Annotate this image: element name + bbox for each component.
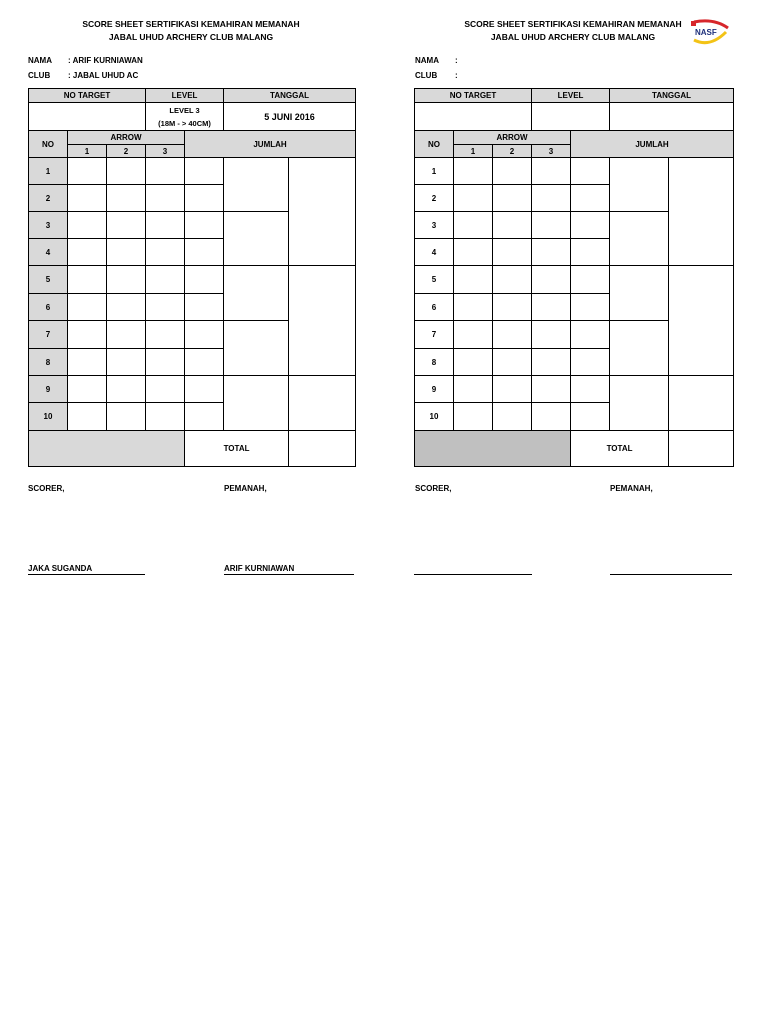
right-arrow-cell[interactable] [493, 376, 532, 403]
left-nama-label: NAMA [28, 56, 52, 65]
right-row-no: 4 [415, 239, 454, 266]
right-row-sum[interactable] [571, 349, 610, 376]
right-no-target-value[interactable] [415, 103, 532, 131]
left-scorer-signature[interactable]: JAKA SUGANDA [28, 563, 145, 575]
right-arrow-cell[interactable] [532, 158, 571, 185]
right-arrow-cell[interactable] [454, 376, 493, 403]
right-arrow-cell[interactable] [454, 294, 493, 321]
right-row-sum[interactable] [571, 321, 610, 349]
left-arrow-cell[interactable] [146, 321, 185, 349]
right-arrow-cell[interactable] [454, 403, 493, 431]
left-row-sum[interactable] [185, 294, 224, 321]
nasf-logo [690, 18, 730, 46]
left-hdr-arrow-2: 2 [107, 145, 146, 158]
right-group-sum[interactable] [669, 266, 734, 376]
left-arrow-cell[interactable] [146, 158, 185, 185]
left-row-sum[interactable] [185, 266, 224, 294]
right-row-no: 9 [415, 376, 454, 403]
left-pair-sum[interactable] [224, 212, 289, 266]
left-hdr-arrow-3: 3 [146, 145, 185, 158]
right-arrow-cell[interactable] [532, 376, 571, 403]
left-arrow-cell[interactable] [68, 349, 107, 376]
left-row-sum[interactable] [185, 321, 224, 349]
left-arrow-cell[interactable] [107, 266, 146, 294]
right-hdr-tanggal: TANGGAL [610, 89, 734, 103]
left-club-label: CLUB [28, 71, 51, 80]
right-hdr-arrow-2: 2 [493, 145, 532, 158]
left-title [28, 18, 354, 44]
left-level-line1: LEVEL 3 [169, 105, 200, 115]
left-arrow-cell[interactable] [107, 239, 146, 266]
right-arrow-cell[interactable] [454, 266, 493, 294]
left-arrow-cell[interactable] [68, 266, 107, 294]
left-row-no: 8 [29, 349, 68, 376]
right-title [414, 18, 732, 44]
left-group-sum[interactable] [289, 158, 356, 266]
right-row-no: 6 [415, 294, 454, 321]
right-row-no: 7 [415, 321, 454, 349]
right-club-value: : [455, 71, 458, 80]
right-club-label: CLUB [415, 71, 438, 80]
left-pair-sum[interactable] [224, 266, 289, 321]
left-row-sum[interactable] [185, 185, 224, 212]
right-arrow-cell[interactable] [532, 266, 571, 294]
left-hdr-no: NO [29, 131, 68, 158]
left-tanggal-value[interactable]: 5 JUNI 2016 [224, 103, 356, 131]
left-arrow-cell[interactable] [68, 376, 107, 403]
left-title-line2: JABAL UHUD ARCHERY CLUB MALANG [108, 32, 274, 42]
right-arrow-cell[interactable] [493, 403, 532, 431]
right-row-sum[interactable] [571, 266, 610, 294]
left-row-no: 1 [29, 158, 68, 185]
right-club [415, 71, 458, 80]
left-nama-value: : ARIF KURNIAWAN [68, 56, 143, 65]
left-row-sum[interactable] [185, 239, 224, 266]
right-hdr-level: LEVEL [532, 89, 610, 103]
left-group-sum[interactable] [289, 376, 356, 431]
left-row-sum[interactable] [185, 158, 224, 185]
right-hdr-no: NO [415, 131, 454, 158]
right-score-table [414, 88, 734, 467]
left-arrow-cell[interactable] [107, 294, 146, 321]
left-hdr-jumlah: JUMLAH [185, 131, 356, 158]
left-arrow-cell[interactable] [107, 376, 146, 403]
right-group-sum[interactable] [669, 158, 734, 266]
right-row-sum[interactable] [571, 185, 610, 212]
right-arrow-cell[interactable] [454, 185, 493, 212]
right-row-sum[interactable] [571, 403, 610, 431]
left-level-value[interactable] [146, 103, 224, 131]
left-level-line2: (18M - > 40CM) [158, 118, 211, 128]
right-row-no: 2 [415, 185, 454, 212]
left-pemanah-signature[interactable]: ARIF KURNIAWAN [224, 563, 354, 575]
right-row-sum[interactable] [571, 294, 610, 321]
right-hdr-arrow-1: 1 [454, 145, 493, 158]
left-arrow-cell[interactable] [146, 212, 185, 239]
left-row-sum[interactable] [185, 349, 224, 376]
right-scorer-label: SCORER, [415, 484, 452, 493]
left-arrow-cell[interactable] [107, 321, 146, 349]
left-scorer-label: SCORER, [28, 484, 65, 493]
right-pemanah-label: PEMANAH, [610, 484, 653, 493]
right-hdr-arrow: ARROW [454, 131, 571, 145]
right-arrow-cell[interactable] [532, 185, 571, 212]
right-total-blank [415, 431, 571, 467]
right-nama-label: NAMA [415, 56, 439, 65]
left-row-no: 2 [29, 185, 68, 212]
left-hdr-no-target: NO TARGET [29, 89, 146, 103]
right-arrow-cell[interactable] [532, 349, 571, 376]
left-arrow-cell[interactable] [146, 239, 185, 266]
right-pair-sum[interactable] [610, 321, 669, 376]
left-row-no: 6 [29, 294, 68, 321]
right-pair-sum[interactable] [610, 212, 669, 266]
left-arrow-cell[interactable] [146, 185, 185, 212]
left-row-sum[interactable] [185, 376, 224, 403]
left-arrow-cell[interactable] [146, 376, 185, 403]
right-arrow-cell[interactable] [454, 349, 493, 376]
right-row-sum[interactable] [571, 376, 610, 403]
right-arrow-cell[interactable] [454, 158, 493, 185]
right-pair-sum[interactable] [610, 376, 669, 431]
left-hdr-arrow-1: 1 [68, 145, 107, 158]
left-arrow-cell[interactable] [107, 212, 146, 239]
left-total-label: TOTAL [185, 431, 289, 467]
right-arrow-cell[interactable] [493, 239, 532, 266]
right-arrow-cell[interactable] [493, 158, 532, 185]
right-tanggal-value[interactable] [610, 103, 734, 131]
left-no-target-value[interactable] [29, 103, 146, 131]
right-title-line2: JABAL UHUD ARCHERY CLUB MALANG [490, 32, 656, 42]
right-scorer-signature[interactable] [414, 563, 532, 575]
right-hdr-jumlah: JUMLAH [571, 131, 734, 158]
right-arrow-cell[interactable] [532, 239, 571, 266]
left-arrow-cell[interactable] [107, 349, 146, 376]
left-arrow-cell[interactable] [68, 239, 107, 266]
right-row-sum[interactable] [571, 212, 610, 239]
right-level-value[interactable] [532, 103, 610, 131]
left-total-blank [29, 431, 185, 467]
right-arrow-cell[interactable] [532, 403, 571, 431]
left-row-no: 3 [29, 212, 68, 239]
right-row-no: 3 [415, 212, 454, 239]
right-row-sum[interactable] [571, 158, 610, 185]
left-row-no: 7 [29, 321, 68, 349]
left-pair-sum[interactable] [224, 376, 289, 431]
right-row-no: 8 [415, 349, 454, 376]
left-pair-sum[interactable] [224, 158, 289, 212]
right-nama-value: : [455, 56, 458, 65]
left-arrow-cell[interactable] [68, 158, 107, 185]
left-arrow-cell[interactable] [68, 185, 107, 212]
left-group-sum[interactable] [289, 266, 356, 376]
right-arrow-cell[interactable] [493, 266, 532, 294]
left-nama [28, 56, 143, 65]
right-pemanah-signature[interactable] [610, 563, 732, 575]
right-arrow-cell[interactable] [493, 294, 532, 321]
right-arrow-cell[interactable] [454, 239, 493, 266]
left-arrow-cell[interactable] [68, 403, 107, 431]
right-nama [415, 56, 458, 65]
right-group-sum[interactable] [669, 376, 734, 431]
left-score-table [28, 88, 356, 467]
right-row-no: 1 [415, 158, 454, 185]
right-arrow-cell[interactable] [454, 212, 493, 239]
left-row-sum[interactable] [185, 403, 224, 431]
left-hdr-level: LEVEL [146, 89, 224, 103]
left-arrow-cell[interactable] [68, 212, 107, 239]
right-hdr-no-target: NO TARGET [415, 89, 532, 103]
nasf-logo-text: NASF [695, 28, 717, 37]
left-row-no: 4 [29, 239, 68, 266]
right-arrow-cell[interactable] [493, 212, 532, 239]
left-arrow-cell[interactable] [68, 321, 107, 349]
right-arrow-cell[interactable] [493, 321, 532, 349]
left-total-value[interactable] [289, 431, 356, 467]
right-hdr-arrow-3: 3 [532, 145, 571, 158]
left-row-no: 10 [29, 403, 68, 431]
right-arrow-cell[interactable] [493, 185, 532, 212]
left-hdr-tanggal: TANGGAL [224, 89, 356, 103]
right-total-value[interactable] [669, 431, 734, 467]
right-pair-sum[interactable] [610, 158, 669, 212]
right-arrow-cell[interactable] [454, 321, 493, 349]
left-arrow-cell[interactable] [146, 349, 185, 376]
left-arrow-cell[interactable] [146, 294, 185, 321]
right-total-label: TOTAL [571, 431, 669, 467]
right-title-line1: SCORE SHEET SERTIFIKASI KEMAHIRAN MEMANAH [464, 19, 682, 29]
right-pair-sum[interactable] [610, 266, 669, 321]
left-club [28, 71, 138, 80]
left-pemanah-label: PEMANAH, [224, 484, 267, 493]
left-pair-sum[interactable] [224, 321, 289, 376]
left-row-no: 5 [29, 266, 68, 294]
left-hdr-arrow: ARROW [68, 131, 185, 145]
left-title-line1: SCORE SHEET SERTIFIKASI KEMAHIRAN MEMANAH [82, 19, 300, 29]
left-arrow-cell[interactable] [146, 403, 185, 431]
left-arrow-cell[interactable] [68, 294, 107, 321]
left-club-value: : JABAL UHUD AC [68, 71, 139, 80]
right-row-no: 5 [415, 266, 454, 294]
left-arrow-cell[interactable] [107, 403, 146, 431]
right-row-no: 10 [415, 403, 454, 431]
left-arrow-cell[interactable] [107, 185, 146, 212]
right-arrow-cell[interactable] [532, 321, 571, 349]
right-row-sum[interactable] [571, 239, 610, 266]
left-arrow-cell[interactable] [146, 266, 185, 294]
left-row-no: 9 [29, 376, 68, 403]
right-arrow-cell[interactable] [532, 294, 571, 321]
left-arrow-cell[interactable] [107, 158, 146, 185]
left-row-sum[interactable] [185, 212, 224, 239]
right-arrow-cell[interactable] [532, 212, 571, 239]
right-arrow-cell[interactable] [493, 349, 532, 376]
